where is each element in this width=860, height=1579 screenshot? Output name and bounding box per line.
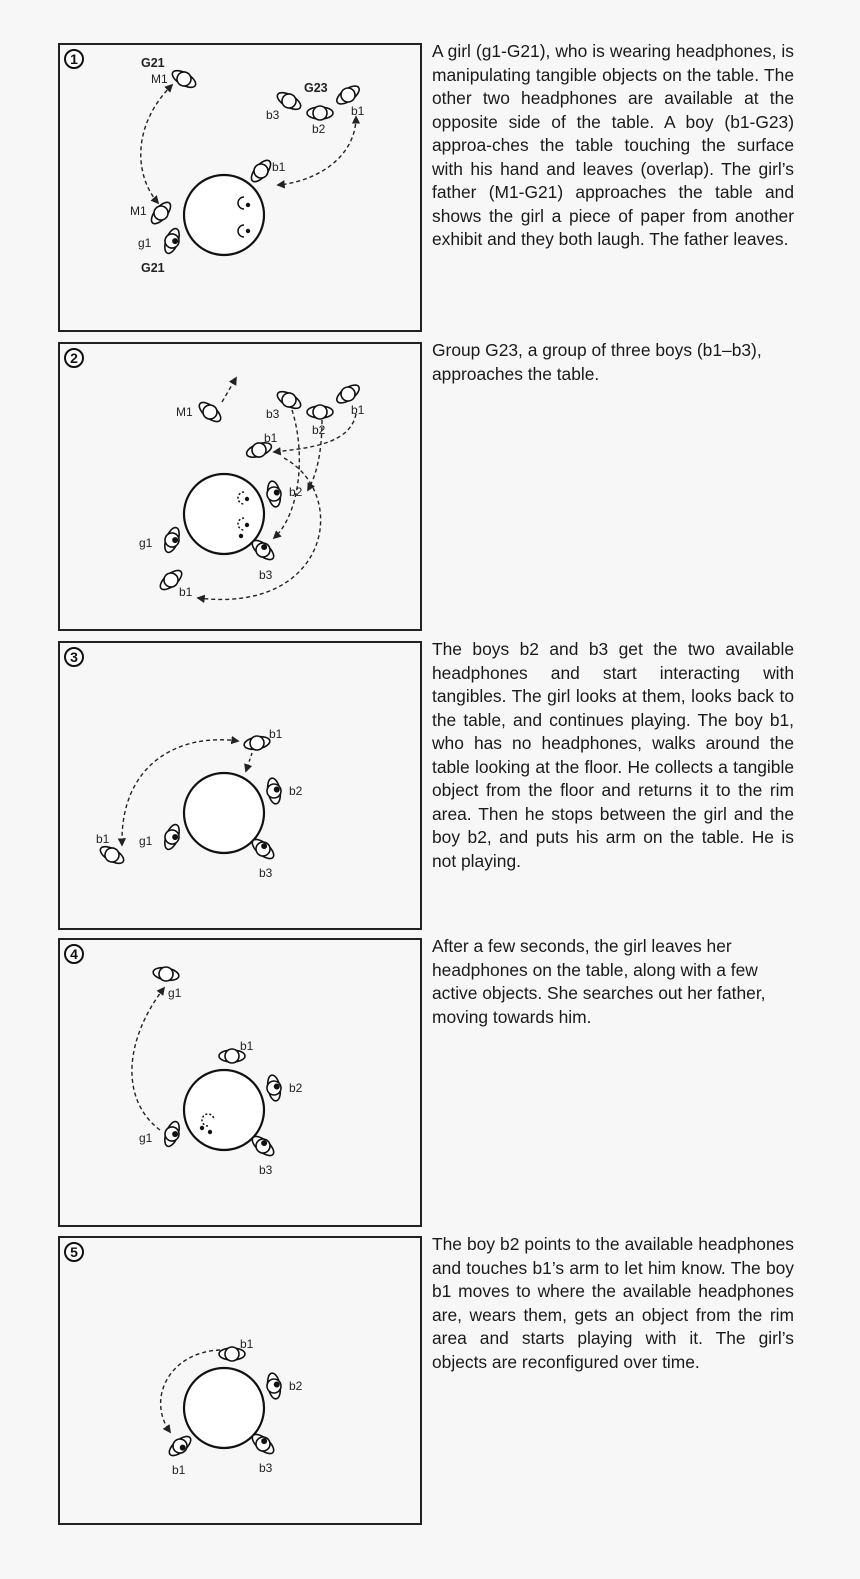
label-b2-top: b2 [312, 423, 326, 437]
panel-2-description: Group G23, a group of three boys (b1–b3), approaches the table. [432, 340, 762, 384]
label-g21-bottom: G21 [141, 261, 165, 275]
label-b1-mid: b1 [264, 431, 278, 445]
panel-number: 3 [64, 647, 84, 667]
label-g1: g1 [139, 834, 153, 848]
person-b2 [265, 1372, 283, 1400]
panel-number: 4 [64, 944, 84, 964]
person-b2-top [307, 405, 333, 419]
label-g1-top: g1 [168, 986, 182, 1000]
person-b1-table [247, 157, 274, 186]
person-b2 [265, 777, 283, 805]
label-b2: b2 [289, 784, 303, 798]
label-m1-left: M1 [130, 204, 147, 218]
label-g21-top: G21 [141, 56, 165, 70]
label-g23: G23 [304, 81, 328, 95]
movement-path-m1 [222, 378, 236, 402]
person-m1 [196, 398, 225, 425]
person-g1 [161, 1119, 183, 1148]
label-b3-top: b3 [266, 407, 280, 421]
panel-2 [58, 342, 422, 631]
label-g1: g1 [138, 236, 152, 250]
panel-4-diagram [60, 940, 424, 1229]
panel-5-diagram [60, 1238, 424, 1527]
label-m1-top: M1 [151, 72, 168, 86]
person-b2 [307, 106, 333, 120]
table [184, 175, 264, 255]
label-m1: M1 [176, 405, 193, 419]
label-g1: g1 [139, 1131, 153, 1145]
person-b1-top [243, 734, 271, 752]
label-b3-bottom: b3 [259, 568, 273, 582]
panel-1-diagram [60, 45, 424, 334]
person-m1-top [169, 66, 199, 91]
label-b2: b2 [312, 122, 326, 136]
movement-path-b1-arm [246, 753, 252, 771]
label-b3: b3 [259, 1461, 273, 1475]
movement-path-b3 [274, 410, 299, 538]
panel-number: 1 [64, 49, 84, 69]
label-b2: b2 [289, 1379, 303, 1393]
person-g1 [161, 226, 183, 255]
person-g1 [161, 525, 183, 554]
person-b1-bottom [166, 1432, 195, 1459]
label-b1-bottom: b1 [179, 585, 193, 599]
panel-5-description: The boy b2 points to the available headphones and touches b1’s arm to let him know. The boy b1 moves to where the available headphones are, wears them, gets an object from the rim area and starts playing with it. The girl’s objects are reconfigured over time. [432, 1234, 794, 1372]
panel-3-description: The boys b2 and b3 get the two available headphones and start interacting with tangibles. The girl looks at them, looks back to the table, and continues playing. The boy b1, who has no headphones, walks around the table looking at the floor. He collects a tangible object from the floor and returns it to the rim area. Then he stops between the girl and the boy b2, and puts his arm on the table. He is not playing. [432, 639, 794, 871]
panel-5 [58, 1236, 422, 1525]
label-b3: b3 [259, 1163, 273, 1177]
label-b3: b3 [259, 866, 273, 880]
panel-4 [58, 938, 422, 1227]
panel-number: 2 [64, 348, 84, 368]
panel-3 [58, 641, 422, 930]
panel-number: 5 [64, 1242, 84, 1262]
label-b1-top: b1 [351, 104, 365, 118]
label-b3: b3 [266, 108, 280, 122]
label-b1: b1 [240, 1039, 254, 1053]
person-g1 [161, 822, 183, 851]
panel-4-description: After a few seconds, the girl leaves her headphones on the table, along with a few active objects. She searches out her father, moving towards him. [432, 936, 766, 1027]
panel-2-diagram [60, 344, 424, 633]
label-b1-bottom: b1 [172, 1463, 186, 1477]
person-b2 [265, 1074, 283, 1102]
movement-path-g1 [132, 988, 164, 1130]
person-b1-left [97, 842, 127, 867]
label-g1: g1 [139, 536, 153, 550]
label-b1-top: b1 [269, 727, 283, 741]
panel-1 [58, 43, 422, 332]
label-b2-right: b2 [289, 485, 303, 499]
person-b2-right [265, 480, 283, 508]
panel-3-diagram [60, 643, 424, 932]
label-b1-top: b1 [240, 1337, 254, 1351]
label-b1-top: b1 [351, 403, 365, 417]
movement-path-m1 [141, 85, 172, 203]
person-m1-left [147, 199, 174, 228]
person-g1-top [152, 965, 180, 983]
label-b1-table: b1 [272, 160, 286, 174]
label-b2: b2 [289, 1081, 303, 1095]
panel-1-description: A girl (g1-G21), who is wearing headphones, is manipulating tangible objects on the table. The other two headphones are available at the opposite side of the table. A boy (b1-G23) approa-ches the table touching the surface with his hand and leaves (overlap). The girl’s father (M1-G21) approaches the table and shows the girl a piece of paper from another exhibit and they both laugh. The father leaves. [432, 41, 794, 249]
label-b1-left: b1 [96, 832, 110, 846]
